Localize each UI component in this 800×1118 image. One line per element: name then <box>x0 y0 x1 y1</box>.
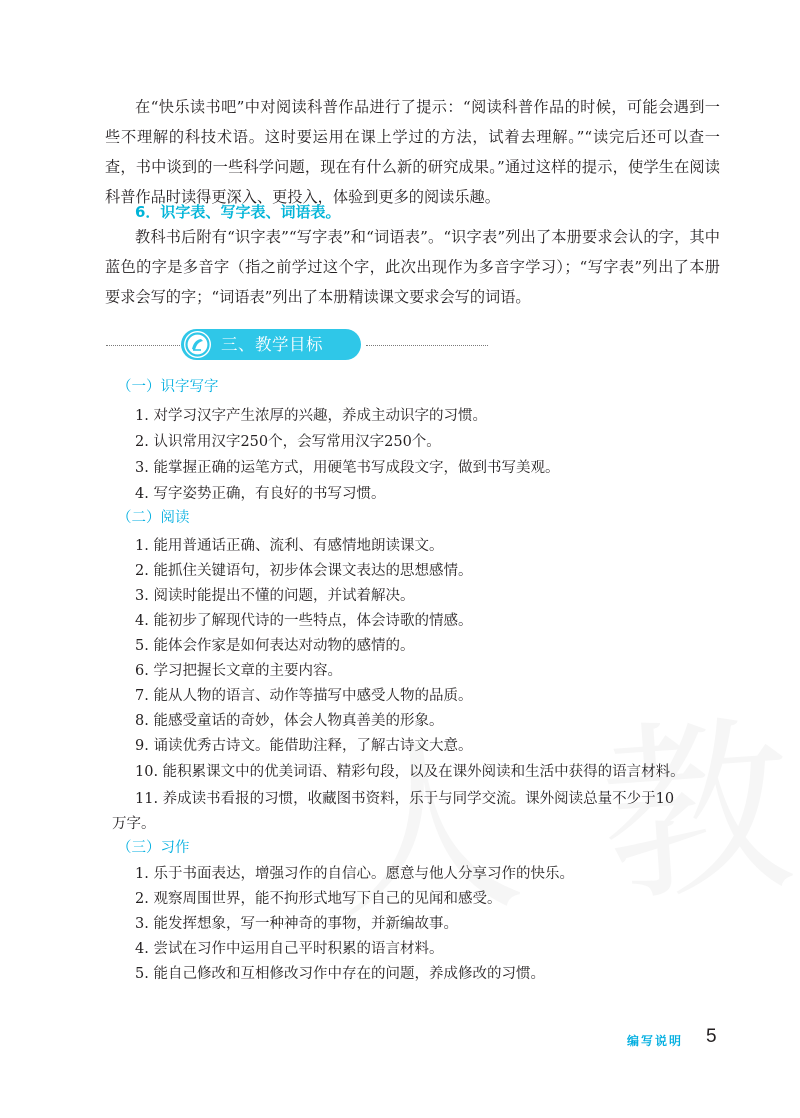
reading-item: 1. 能用普通话正确、流利、有感情地朗读课文。 <box>135 538 444 554</box>
reading-item: 6. 学习把握长文章的主要内容。 <box>135 663 342 679</box>
writing-item: 2. 观察周围世界，能不拘形式地写下自己的见闻和感受。 <box>135 891 502 907</box>
reading-item: 7. 能从人物的语言、动作等描写中感受人物的品质。 <box>135 688 473 704</box>
section-banner <box>181 329 361 360</box>
reading-item: 9. 诵读优秀古诗文。能借助注释，了解古诗文大意。 <box>135 738 473 754</box>
writing-item: 4. 尝试在习作中运用自己平时积累的语言材料。 <box>135 941 444 957</box>
item-6-heading: 6．识字表、写字表、词语表。 <box>135 203 341 221</box>
literacy-heading: （一）识字写字 <box>117 379 219 395</box>
literacy-item: 2. 认识常用汉字250个，会写常用汉字250个。 <box>135 434 441 450</box>
literacy-item: 1. 对学习汉字产生浓厚的兴趣，养成主动识字的习惯。 <box>135 408 487 424</box>
section-divider-left <box>106 345 180 346</box>
reading-item: 10. 能积累课文中的优美词语、精彩句段，以及在课外阅读和生活中获得的语言材料。 <box>135 764 685 780</box>
book-circle-icon <box>184 331 211 358</box>
reading-item: 8. 能感受童话的奇妙，体会人物真善美的形象。 <box>135 713 444 729</box>
writing-item: 5. 能自己修改和互相修改习作中存在的问题，养成修改的习惯。 <box>135 966 545 982</box>
reading-heading: （二）阅读 <box>117 510 190 526</box>
intro-paragraph-2: 教科书后附有“识字表”“写字表”和“词语表”。“识字表”列出了本册要求会认的字，其中蓝色的字是多音字（指之前学过这个字，此次出现作为多音字学习）；“写字表”列出了本册要求会写的字；“词语表”列出了本册精读课文要求会写的词语。 <box>105 228 720 306</box>
reading-item-11-line-2: 万字。 <box>112 816 156 832</box>
intro-paragraph-1: 在“快乐读书吧”中对阅读科普作品进行了提示：“阅读科普作品的时候，可能会遇到一些不理解的科技术语。这时要运用在课上学过的方法，试着去理解。”“读完后还可以查一查，书中谈到的一些科学问题，现在有什么新的研究成果。”通过这样的提示，使学生在阅读科普作品时读得更深入、更投入，体验到更多的阅读乐趣。 <box>105 98 720 206</box>
section-divider-right <box>366 345 488 346</box>
page-number: 5 <box>706 1026 717 1047</box>
writing-item: 1. 乐于书面表达，增强习作的自信心。愿意与他人分享习作的快乐。 <box>135 866 574 882</box>
writing-heading: （三）习作 <box>117 840 190 856</box>
writing-item: 3. 能发挥想象，写一种神奇的事物，并新编故事。 <box>135 916 458 932</box>
reading-item: 3. 阅读时能提出不懂的问题，并试着解决。 <box>135 588 415 604</box>
reading-item: 2. 能抓住关键语句，初步体会课文表达的思想感情。 <box>135 563 473 579</box>
section-title: 三、教学目标 <box>221 335 323 354</box>
literacy-item: 4. 写字姿势正确，有良好的书写习惯。 <box>135 486 386 502</box>
footer-section-label: 编写说明 <box>627 1034 684 1048</box>
reading-item-11-line-1: 11. 养成读书看报的习惯，收藏图书资料，乐于与同学交流。课外阅读总量不少于10 <box>135 791 675 807</box>
literacy-item: 3. 能掌握正确的运笔方式，用硬笔书写成段文字，做到书写美观。 <box>135 460 560 476</box>
reading-item: 4. 能初步了解现代诗的一些特点，体会诗歌的情感。 <box>135 613 473 629</box>
reading-item: 5. 能体会作家是如何表达对动物的感情的。 <box>135 638 415 654</box>
